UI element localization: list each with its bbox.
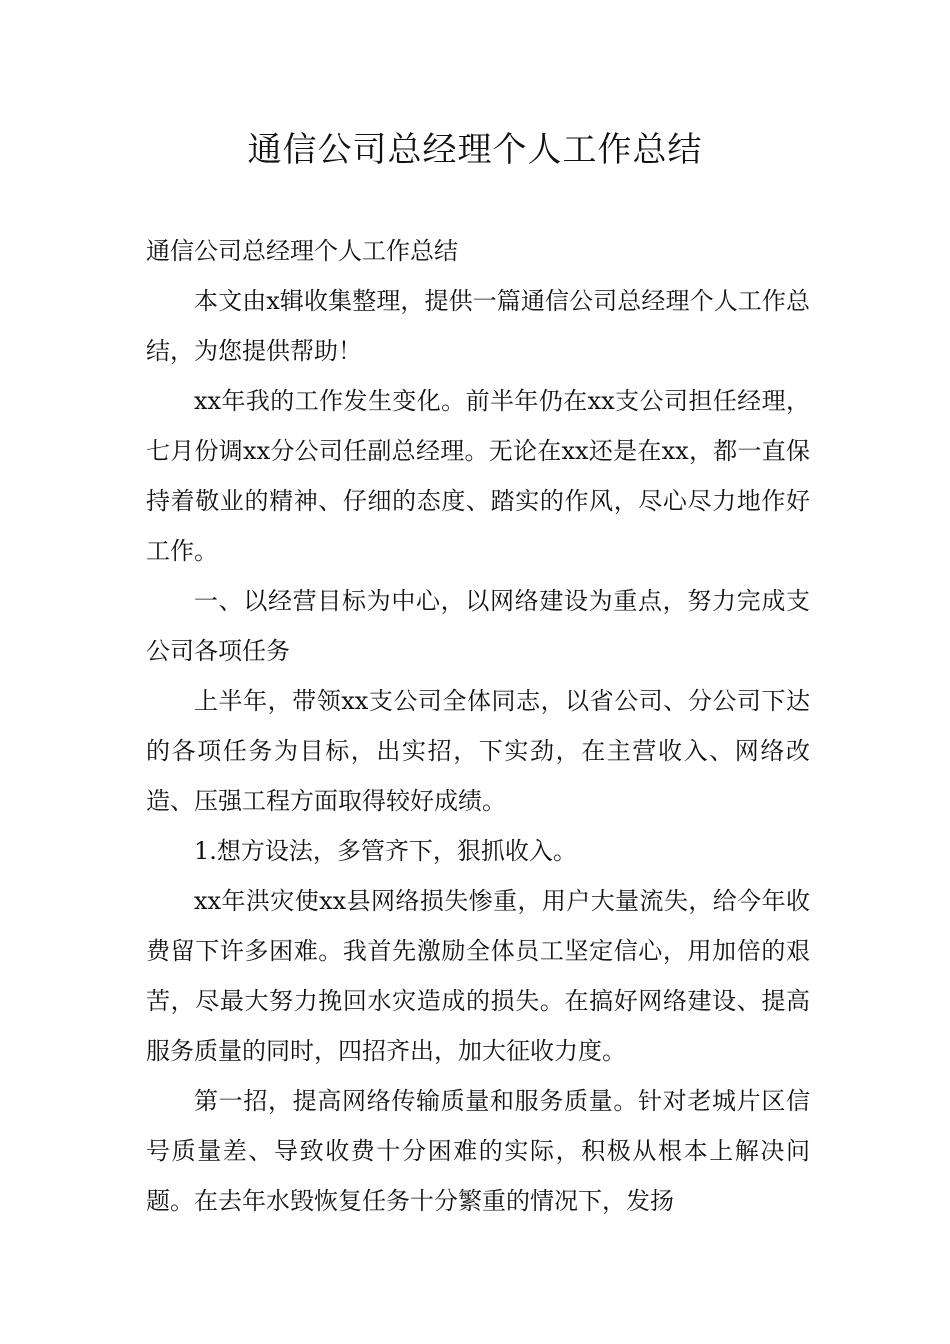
subsection-heading-1: 1.想方设法，多管齐下，狠抓收入。 (194, 837, 577, 865)
paragraph-work-change: xx年我的工作发生变化。前半年仍在xx支公司担任经理，七月份调xx分公司任副总经理。无论在xx还是在xx，都一直保持着敬业的精神、仔细的态度、踏实的作风，尽心尽力地作好工作。 (146, 387, 810, 565)
paragraph-first-measure: 第一招，提高网络传输质量和服务质量。针对老城片区信号质量差、导致收费十分困难的实际，积极从根本上解决问题。在去年水毁恢复任务十分繁重的情况下，发扬 (146, 1087, 810, 1215)
paragraph-subtitle: 通信公司总经理个人工作总结 (146, 237, 458, 265)
document-title: 通信公司总经理个人工作总结 (247, 130, 703, 170)
paragraph-flood: xx年洪灾使xx县网络损失惨重，用户大量流失，给今年收费留下许多困难。我首先激励全体员工坚定信心，用加倍的艰苦，尽最大努力挽回水灾造成的损失。在搞好网络建设、提高服务质量的同时，四招齐出，加大征收力度。 (146, 887, 810, 1065)
section-heading-1: 一、以经营目标为中心，以网络建设为重点，努力完成支公司各项任务 (146, 587, 810, 665)
paragraph-first-half: 上半年，带领xx支公司全体同志，以省公司、分公司下达的各项任务为目标，出实招，下实劲，在主营收入、网络改造、压强工程方面取得较好成绩。 (146, 687, 810, 815)
document-body (146, 226, 810, 1226)
paragraph-intro: 本文由x辑收集整理，提供一篇通信公司总经理个人工作总结，为您提供帮助！ (146, 287, 810, 365)
